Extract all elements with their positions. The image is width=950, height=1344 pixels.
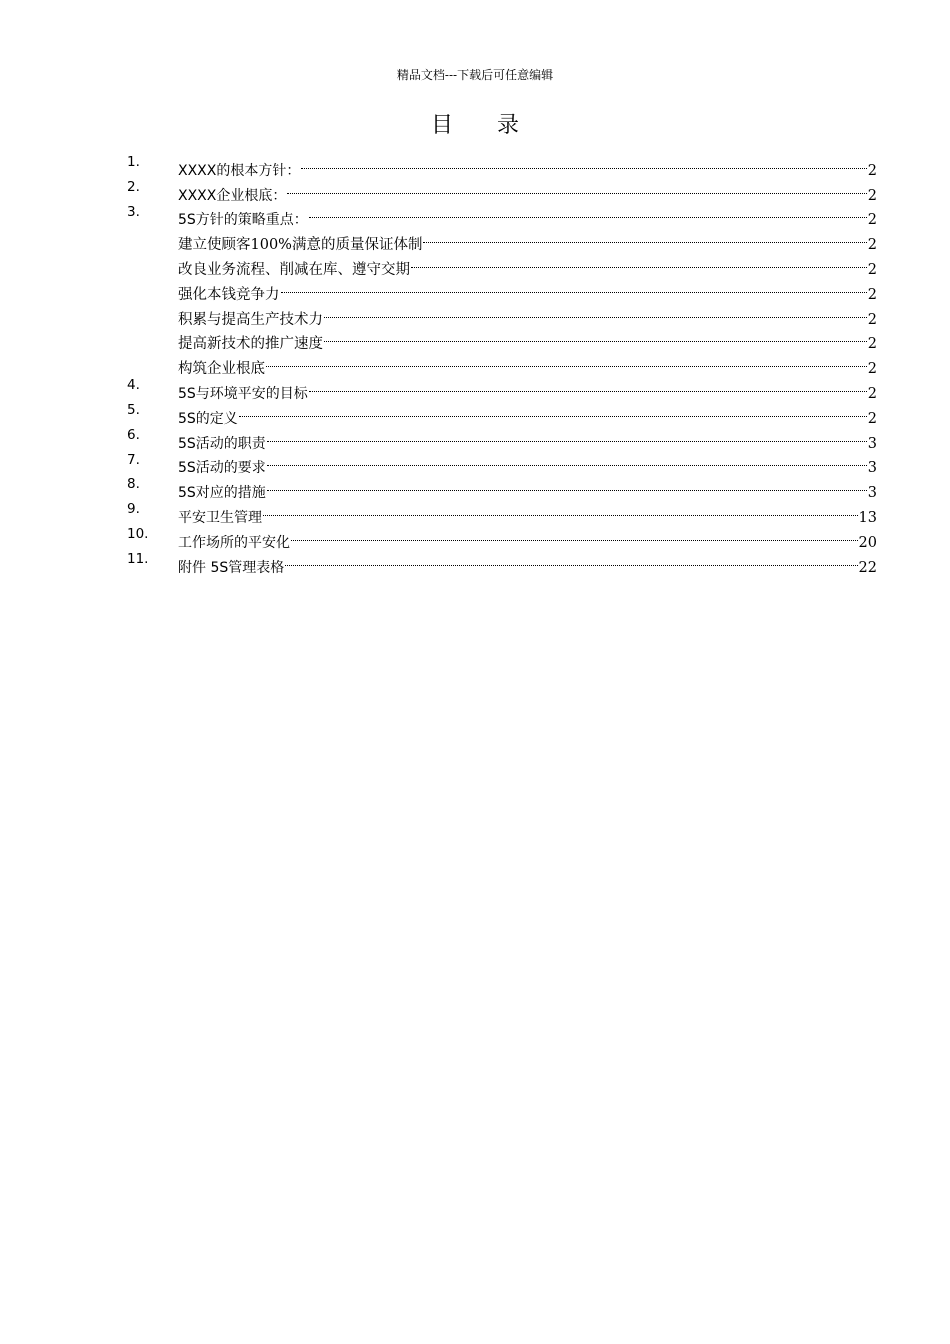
toc-entry-page: 3 — [867, 460, 877, 477]
toc-entry-number: 7. — [127, 451, 140, 468]
toc-leader-dots — [281, 274, 867, 299]
toc-entry[interactable] — [127, 472, 877, 502]
toc-leader-dots — [411, 249, 867, 274]
toc-entry-label: 强化本钱竞争力 — [178, 286, 280, 303]
toc-entry-page: 2 — [867, 237, 877, 254]
toc-entry[interactable] — [127, 200, 877, 229]
toc-leader-dots — [309, 200, 867, 225]
toc-entry-number: 2. — [127, 178, 140, 195]
toc-subentry[interactable] — [127, 299, 877, 328]
table-of-contents — [127, 150, 877, 576]
toc-entry-page: 2 — [867, 385, 877, 402]
toc-entry-page: 2 — [867, 187, 877, 204]
toc-subentry[interactable] — [127, 224, 877, 254]
toc-leader-dots — [309, 373, 867, 398]
toc-subentry[interactable] — [127, 348, 877, 378]
toc-entry[interactable] — [127, 423, 877, 452]
header-note: 精品文档---下载后可任意编辑 — [396, 68, 554, 82]
toc-subentry[interactable] — [127, 274, 877, 303]
toc-leader-dots — [266, 348, 867, 373]
toc-entry-label: XXXX企业根底： — [178, 187, 287, 204]
toc-entry-page: 2 — [867, 410, 877, 427]
toc-leader-dots — [267, 448, 867, 473]
toc-entry[interactable] — [127, 373, 877, 402]
toc-leader-dots — [287, 175, 866, 200]
toc-entry-label: 5S与环境平安的目标 — [178, 385, 308, 402]
toc-entry-page: 2 — [867, 286, 877, 303]
toc-entry-number: 4. — [127, 377, 140, 394]
toc-entry-label: 工作场所的平安化 — [178, 534, 290, 551]
toc-entry[interactable] — [127, 522, 877, 551]
toc-entry-label: 5S活动的要求 — [178, 460, 266, 477]
toc-entry-page: 13 — [858, 509, 877, 526]
toc-entry-number: 11. — [127, 550, 149, 567]
toc-entry-number: 6. — [127, 426, 140, 443]
toc-entry-page: 2 — [867, 311, 877, 328]
toc-entry-label: 构筑企业根底 — [178, 361, 265, 378]
toc-leader-dots — [423, 224, 866, 249]
toc-subentry[interactable] — [127, 324, 877, 353]
toc-entry[interactable] — [127, 175, 877, 204]
toc-entry-page: 2 — [867, 336, 877, 353]
toc-subentry[interactable] — [127, 249, 877, 278]
toc-entry-page: 2 — [867, 162, 877, 179]
toc-entry[interactable] — [127, 448, 877, 477]
toc-entry-number: 10. — [127, 525, 149, 542]
toc-entry-label: 积累与提高生产技术力 — [178, 311, 323, 328]
toc-entry-page: 3 — [867, 485, 877, 502]
toc-entry-page: 2 — [867, 261, 877, 278]
toc-leader-dots — [263, 497, 858, 522]
toc-entry-page: 2 — [867, 212, 877, 229]
toc-entry-page: 20 — [858, 534, 877, 551]
toc-entry-label: 提高新技术的推广速度 — [178, 336, 323, 353]
toc-entry-label: 5S方针的策略重点： — [178, 212, 308, 229]
toc-entry-label: 附件 5S管理表格 — [178, 559, 285, 576]
toc-title-char-2: 录 — [497, 113, 520, 138]
toc-entry-number: 5. — [127, 401, 140, 418]
toc-leader-dots — [267, 472, 867, 497]
toc-entry[interactable] — [127, 497, 877, 526]
toc-title — [0, 112, 950, 140]
toc-leader-dots — [239, 398, 867, 423]
toc-entry-label: XXXX的根本方针： — [178, 162, 301, 179]
toc-entry[interactable] — [127, 547, 877, 576]
toc-leader-dots — [285, 547, 857, 572]
toc-leader-dots — [324, 324, 867, 349]
toc-title-char-1: 目 — [430, 113, 453, 138]
toc-entry-page: 22 — [858, 559, 877, 576]
toc-leader-dots — [267, 423, 867, 448]
toc-leader-dots — [301, 150, 866, 175]
toc-entry[interactable] — [127, 150, 877, 179]
toc-entry-number: 8. — [127, 476, 140, 493]
toc-entry-number: 3. — [127, 203, 140, 220]
toc-entry-label: 建立使顾客100%满意的质量保证体制 — [178, 237, 423, 254]
toc-entry-label: 改良业务流程、削减在库、遵守交期 — [178, 261, 410, 278]
toc-entry[interactable] — [127, 398, 877, 427]
toc-entry-page: 3 — [867, 435, 877, 452]
toc-entry-number: 9. — [127, 501, 140, 518]
toc-entry-label: 平安卫生管理 — [178, 509, 262, 526]
toc-entry-number: 1. — [127, 154, 140, 170]
toc-entry-label: 5S的定义 — [178, 410, 238, 427]
toc-entry-page: 2 — [867, 361, 877, 378]
toc-entry-label: 5S活动的职责 — [178, 435, 266, 452]
toc-leader-dots — [291, 522, 858, 547]
toc-leader-dots — [324, 299, 867, 324]
toc-entry-label: 5S对应的措施 — [178, 485, 266, 502]
